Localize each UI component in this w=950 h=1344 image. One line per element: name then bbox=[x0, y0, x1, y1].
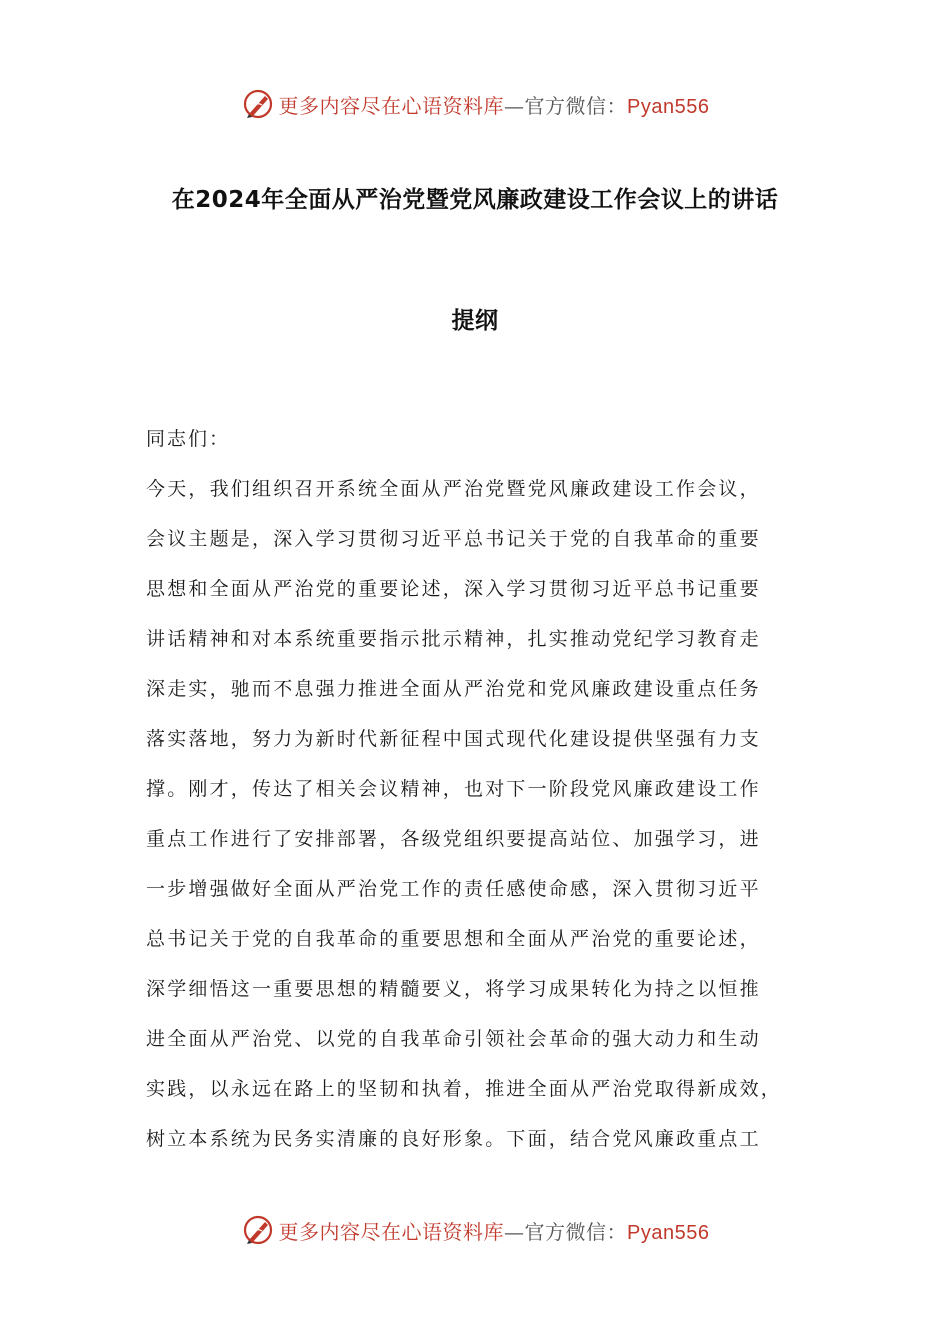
paragraph-line: 会议主题是，深入学习贯彻习近平总书记关于党的自我革命的重要 bbox=[146, 528, 761, 550]
banner-account: Pyan556 bbox=[627, 95, 710, 118]
paragraph-line: 深走实，驰而不息强力推进全面从严治党和党风廉政建设重点任务 bbox=[146, 678, 761, 700]
document-title: 在2024年全面从严治党暨党风廉政建设工作会议上的讲话 bbox=[171, 187, 779, 213]
paragraph-line: 落实落地，努力为新时代新征程中国式现代化建设提供坚强有力支 bbox=[146, 728, 761, 750]
paragraph-line: 重点工作进行了安排部署，各级党组织要提高站位、加强学习，进 bbox=[146, 828, 761, 850]
document-body bbox=[146, 414, 826, 1164]
paragraph-line: 今天，我们组织召开系统全面从严治党暨党风廉政建设工作会议， bbox=[146, 478, 761, 500]
document-subtitle: 提纲 bbox=[451, 308, 499, 334]
banner-wechat-label: 官方微信： bbox=[524, 93, 628, 118]
banner-site-text: 更多内容尽在心语资料库 bbox=[278, 93, 505, 118]
banner-text bbox=[279, 1216, 710, 1245]
banner-dash: — bbox=[504, 93, 525, 118]
banner-text bbox=[279, 90, 710, 119]
pen-circle-logo-icon bbox=[241, 1213, 275, 1247]
banner-site-text: 更多内容尽在心语资料库 bbox=[278, 1219, 505, 1244]
paragraph-line: 实践，以永远在路上的坚韧和执着，推进全面从严治党取得新成效， bbox=[146, 1078, 783, 1100]
paragraph-line: 一步增强做好全面从严治党工作的责任感使命感，深入贯彻习近平 bbox=[146, 878, 761, 900]
paragraph-line: 总书记关于党的自我革命的重要思想和全面从严治党的重要论述， bbox=[146, 928, 761, 950]
paragraph-line: 树立本系统为民务实清廉的良好形象。下面，结合党风廉政重点工 bbox=[146, 1128, 761, 1150]
paragraph-line: 思想和全面从严治党的重要论述，深入学习贯彻习近平总书记重要 bbox=[146, 578, 761, 600]
banner-dash: — bbox=[504, 1219, 525, 1244]
footer-banner bbox=[0, 1210, 950, 1250]
paragraph-line: 进全面从严治党、以党的自我革命引领社会革命的强大动力和生动 bbox=[146, 1028, 761, 1050]
banner-wechat-label: 官方微信： bbox=[524, 1219, 628, 1244]
greeting: 同志们： bbox=[146, 428, 231, 450]
header-banner bbox=[0, 84, 950, 124]
paragraph-line: 深学细悟这一重要思想的精髓要义，将学习成果转化为持之以恒推 bbox=[146, 978, 761, 1000]
banner-account: Pyan556 bbox=[627, 1221, 710, 1244]
paragraph-line: 撑。刚才，传达了相关会议精神，也对下一阶段党风廉政建设工作 bbox=[146, 778, 761, 800]
paragraph-line: 讲话精神和对本系统重要指示批示精神，扎实推动党纪学习教育走 bbox=[146, 628, 761, 650]
pen-circle-logo-icon bbox=[241, 87, 275, 121]
